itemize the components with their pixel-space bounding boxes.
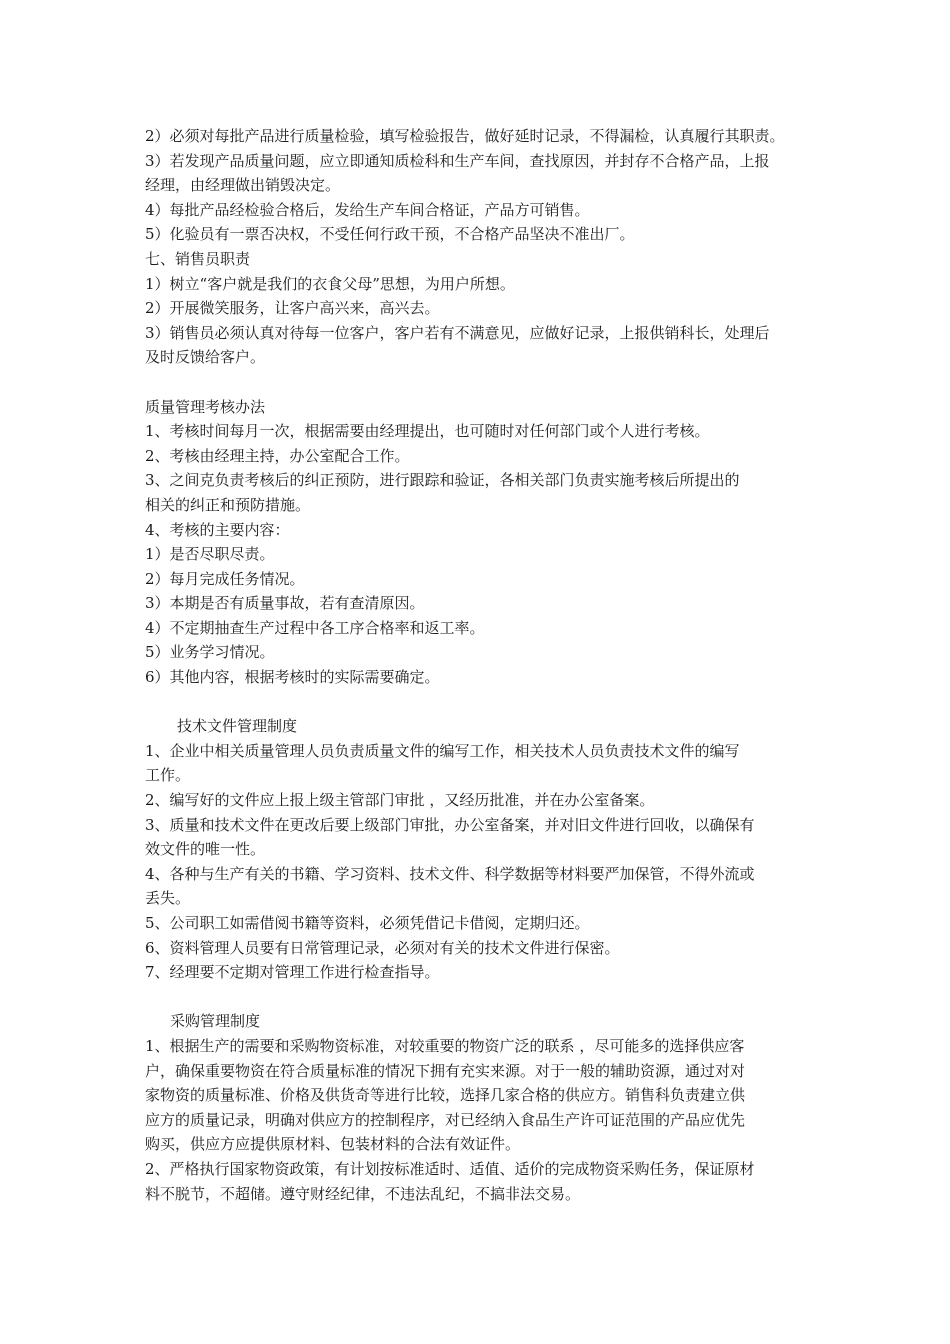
blank-line [145, 370, 815, 395]
paragraph-line: 3）若发现产品质量问题，应立即通知质检科和生产车间，查找原因，并封存不合格产品，上报 [145, 151, 770, 170]
paragraph-line: 经理，由经理做出销毁决定。 [145, 176, 341, 195]
blank-line [145, 985, 815, 1010]
blank-line [145, 690, 815, 715]
section-inspector-duties [145, 124, 815, 247]
paragraph-line: 4）每批产品经检验合格后，发给生产车间合格证，产品方可销售。 [145, 200, 590, 219]
paragraph-line: 3）销售员必须认真对待每一位客户，客户若有不满意见，应做好记录，上报供销科长，处理后 [145, 323, 770, 342]
paragraph-line: 2）开展微笑服务，让客户高兴来，高兴去。 [145, 299, 440, 318]
paragraph-line: 2、考核由经理主持，办公室配合工作。 [145, 446, 410, 465]
paragraph-line: 4、考核的主要内容： [145, 520, 290, 539]
section-heading: 质量管理考核办法 [145, 397, 266, 416]
section-procurement [145, 1009, 815, 1206]
paragraph-line: 2）每月完成任务情况。 [145, 569, 305, 588]
paragraph-line: 2、编写好的文件应上报上级主管部门审批 ，又经历批准，并在办公室备案。 [145, 791, 655, 810]
section-heading: 技术文件管理制度 [177, 717, 298, 736]
paragraph-line: 丢失。 [145, 889, 191, 908]
paragraph-line: 效文件的唯一性。 [145, 840, 266, 859]
paragraph-line: 1）是否尽职尽责。 [145, 545, 275, 564]
section-heading: 采购管理制度 [170, 1012, 261, 1031]
paragraph-line: 1、企业中相关质量管理人员负责质量文件的编写工作，相关技术人员负责技术文件的编写 [145, 741, 740, 760]
paragraph-line: 户，确保重要物资在符合质量标准的情况下拥有充实来源。对于一般的辅助资源，通过对对 [145, 1061, 746, 1080]
paragraph-line: 2）必须对每批产品进行质量检验，填写检验报告，做好延时记录，不得漏检，认真履行其职责。 [145, 127, 785, 145]
paragraph-line: 4、各种与生产有关的书籍、学习资料、技术文件、科学数据等材料要严加保管，不得外流或 [145, 864, 755, 883]
section-quality-assessment [145, 395, 815, 690]
paragraph-line: 7、经理要不定期对管理工作进行检查指导。 [145, 963, 440, 982]
paragraph-line: 应方的质量记录，明确对供应方的控制程序，对已经纳入食品生产许可证范围的产品应优先 [145, 1110, 746, 1129]
paragraph-line: 3、之间克负责考核后的纠正预防，进行跟踪和验证，各相关部门负责实施考核后所提出的 [145, 471, 740, 490]
paragraph-line: 5）化验员有一票否决权，不受任何行政干预，不合格产品坚决不准出厂。 [145, 225, 635, 244]
paragraph-line: 2、严格执行国家物资政策，有计划按标准适时、适值、适价的完成物资采购任务，保证原材 [145, 1159, 755, 1178]
paragraph-line: 1）树立“客户就是我们的衣食父母”思想，为用户所想。 [145, 274, 515, 293]
paragraph-line: 5、公司职工如需借阅书籍等资料，必须凭借记卡借阅，定期归还。 [145, 914, 590, 932]
paragraph-line: 相关的纠正和预防措施。 [145, 495, 311, 514]
paragraph-line: 5）业务学习情况。 [145, 643, 275, 662]
paragraph-line: 1、考核时间每月一次，根据需要由经理提出，也可随时对任何部门或个人进行考核。 [145, 422, 710, 441]
paragraph-line: 4）不定期抽查生产过程中各工序合格率和返工率。 [145, 618, 485, 637]
document-page [145, 124, 815, 1206]
paragraph-line: 购买，供应方应提供原材料、包装材料的合法有效证件。 [145, 1135, 521, 1154]
paragraph-line: 3）本期是否有质量事故，若有查清原因。 [145, 594, 425, 613]
paragraph-line: 家物资的质量标准、价格及供货奇等进行比较，选择几家合格的供应方。销售科负责建立供 [145, 1086, 746, 1105]
paragraph-line: 工作。 [145, 766, 191, 785]
section-technical-documents [145, 714, 815, 985]
paragraph-line: 6、资料管理人员要有日常管理记录，必须对有关的技术文件进行保密。 [145, 938, 620, 957]
section-heading: 七、销售员职责 [145, 249, 251, 268]
section-salesperson-duties [145, 247, 815, 370]
paragraph-line: 3、质量和技术文件在更改后要上级部门审批，办公室备案，并对旧文件进行回收，以确保有 [145, 815, 755, 834]
paragraph-line: 1、根据生产的需要和采购物资标准，对较重要的物资广泛的联系 ，尽可能多的选择供应客 [145, 1036, 745, 1055]
paragraph-line: 及时反馈给客户。 [145, 348, 266, 367]
paragraph-line: 料不脱节，不超储。遵守财经纪律，不违法乱纪，不搞非法交易。 [145, 1184, 581, 1203]
paragraph-line: 6）其他内容，根据考核时的实际需要确定。 [145, 668, 440, 687]
